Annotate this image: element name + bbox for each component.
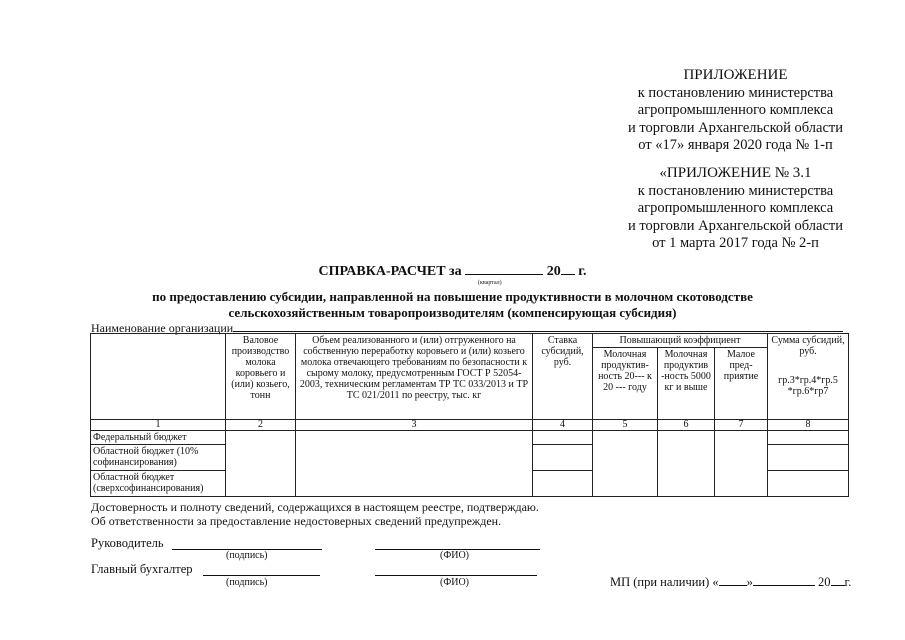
appendix-line: к постановлению министерства bbox=[637, 84, 834, 101]
header-milk-productivity-5000: Молочная продуктив -ность 5000 кг и выше bbox=[658, 348, 715, 420]
column-number: 5 bbox=[593, 420, 658, 431]
cell-sold-volume[interactable] bbox=[296, 431, 533, 497]
stamp-date-line bbox=[610, 575, 851, 590]
appendix-date-line: от 1 марта 2017 года № 2-п bbox=[652, 235, 819, 251]
quarter-hint: (квартал) bbox=[478, 280, 502, 286]
stamp-year-blank[interactable] bbox=[831, 575, 845, 586]
column-number: 8 bbox=[768, 420, 849, 431]
accountant-signature-label: Главный бухгалтер bbox=[91, 562, 193, 576]
title-prefix: СПРАВКА-РАСЧЕТ за bbox=[318, 264, 462, 279]
stamp-year-suffix: г. bbox=[844, 575, 852, 589]
column-number: 4 bbox=[533, 420, 593, 431]
appendix-line: агропромышленного комплекса bbox=[637, 200, 834, 216]
responsibility-statement: Об ответственности за предоставление недостоверных сведений предупрежден. bbox=[91, 514, 502, 528]
stamp-year-prefix: 20 bbox=[818, 575, 831, 589]
stamp-label: МП (при наличии) bbox=[610, 575, 710, 589]
name-hint: (ФИО) bbox=[440, 550, 470, 561]
quarter-blank[interactable] bbox=[465, 262, 543, 275]
appendix-line: агропромышленного комплекса bbox=[637, 102, 834, 118]
appendix-title: «ПРИЛОЖЕНИЕ № 3.1 bbox=[659, 165, 812, 181]
head-signature-label: Руководитель bbox=[91, 536, 164, 550]
cell-gross-production[interactable] bbox=[226, 431, 296, 497]
cell-rate-federal[interactable] bbox=[533, 431, 593, 445]
organization-blank[interactable] bbox=[233, 320, 843, 332]
table-header-row bbox=[91, 334, 849, 348]
header-gross-production: Валовое производство молока коровьего и (или) козьего, тонн bbox=[226, 334, 296, 420]
header-small-enterprise: Малое пред-приятие bbox=[715, 348, 768, 420]
cell-rate-regional-cofinancing[interactable] bbox=[533, 445, 593, 471]
accountant-name-blank[interactable] bbox=[375, 574, 537, 576]
row-label-regional-cofinancing: Областной бюджет (10% софинансирования) bbox=[91, 445, 226, 471]
sign-hint: (подпись) bbox=[226, 550, 268, 561]
cell-rate-regional-extra[interactable] bbox=[533, 471, 593, 497]
column-number: 1 bbox=[91, 420, 226, 431]
column-number: 3 bbox=[296, 420, 533, 431]
organization-label: Наименование организации bbox=[91, 321, 234, 335]
appendix-title: ПРИЛОЖЕНИЕ bbox=[683, 67, 788, 83]
document-title bbox=[0, 262, 905, 280]
cell-sum-federal[interactable] bbox=[768, 431, 849, 445]
date-open-quote: « bbox=[712, 575, 719, 589]
column-number: 7 bbox=[715, 420, 768, 431]
document-subtitle bbox=[0, 289, 905, 321]
accountant-signature-blank[interactable] bbox=[203, 574, 320, 576]
title-year-prefix: 20 bbox=[546, 264, 561, 279]
date-close-quote: » bbox=[746, 575, 753, 589]
header-milk-productivity-growth: Молочная продуктив-ность 20--- к 20 --- году bbox=[593, 348, 658, 420]
appendix-header-current bbox=[628, 67, 843, 155]
appendix-date-line: от «17» января 2020 года № 1-п bbox=[638, 137, 833, 153]
title-year-suffix: г. bbox=[578, 264, 587, 279]
appendix-line: и торговли Архангельской области bbox=[627, 217, 843, 234]
subtitle-line: по предоставлению субсидии, направленной на повышение продуктивности в молочном скотоводстве bbox=[152, 289, 753, 304]
subtitle-line: сельскохозяйственным товаропроизводителям (компенсирующая субсидия) bbox=[228, 305, 677, 320]
column-number: 2 bbox=[226, 420, 296, 431]
header-subsidy-sum bbox=[768, 334, 849, 420]
cell-coef-productivity-growth[interactable] bbox=[593, 431, 658, 497]
header-coefficient-group: Повышающий коэффициент bbox=[593, 334, 768, 348]
cell-sum-regional-cofinancing[interactable] bbox=[768, 445, 849, 471]
cell-sum-regional-extra[interactable] bbox=[768, 471, 849, 497]
subsidy-sum-label: Сумма субсидий, руб. bbox=[771, 335, 845, 357]
appendix-line: и торговли Архангельской области bbox=[627, 119, 843, 136]
header-subsidy-rate: Ставка субсидий, руб. bbox=[533, 334, 593, 420]
cell-coef-small-enterprise[interactable] bbox=[715, 431, 768, 497]
table-row bbox=[91, 431, 849, 445]
header-cell-empty bbox=[91, 334, 226, 420]
row-label-regional-extra: Областной бюджет (сверхсофинансирования) bbox=[91, 471, 226, 497]
appendix-line: к постановлению министерства bbox=[637, 182, 834, 199]
confirmation-statement: Достоверность и полноту сведений, содержащихся в настоящем реестре, подтверждаю. bbox=[91, 500, 539, 514]
calculation-table bbox=[90, 333, 849, 497]
column-number: 6 bbox=[658, 420, 715, 431]
appendix-header-original bbox=[628, 165, 843, 253]
sign-hint: (подпись) bbox=[226, 577, 268, 588]
year-blank[interactable] bbox=[561, 262, 575, 275]
row-label-federal-budget: Федеральный бюджет bbox=[91, 431, 226, 445]
name-hint: (ФИО) bbox=[440, 577, 470, 588]
subsidy-sum-formula: гр.3*гр.4*гр.5 *гр.6*гр7 bbox=[778, 375, 838, 397]
day-blank[interactable] bbox=[719, 575, 747, 586]
month-blank[interactable] bbox=[753, 575, 815, 586]
column-number-row bbox=[91, 420, 849, 431]
cell-coef-productivity-5000[interactable] bbox=[658, 431, 715, 497]
header-sold-volume: Объем реализованного и (или) отгруженного на собственную переработку коровьего и (или) козьего молока отвечающего требованиям по безопасности к сырому молоку, предусмотренным ГОСТ Р 52054-2003, техническим регламентам ТР ТС 033/2013 и ТР ТС 021/2011 по реестру, тыс. кг bbox=[296, 334, 533, 420]
